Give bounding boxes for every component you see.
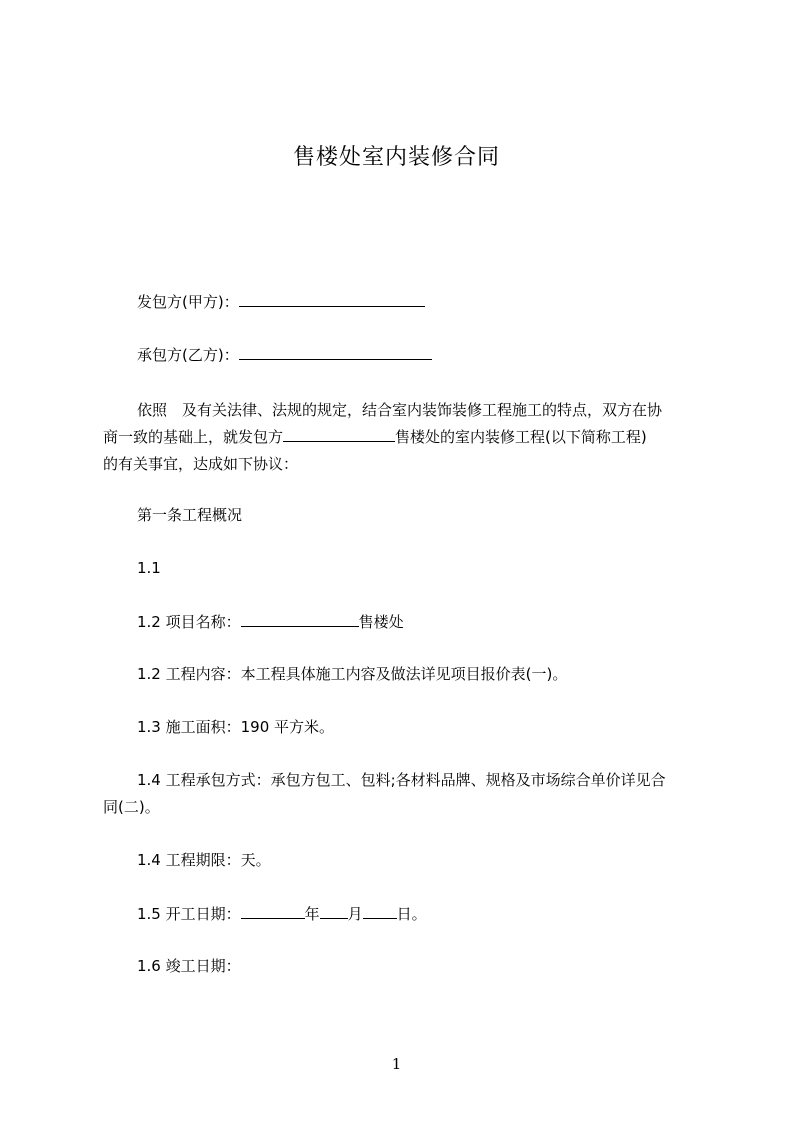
party-b-blank bbox=[239, 344, 432, 360]
party-b-line bbox=[137, 344, 432, 365]
item-1-3-area: 1.3 施工面积：190 平方米。 bbox=[137, 718, 335, 736]
project-name-blank bbox=[241, 611, 359, 627]
intro-line-2 bbox=[103, 424, 703, 451]
item-1-4-line-2: 同(二)。 bbox=[103, 798, 160, 816]
item-1-2-work-content: 1.2 工程内容：本工程具体施工内容及做法详见项目报价表(一)。 bbox=[137, 665, 568, 683]
party-b-label: 承包方(乙方)： bbox=[137, 346, 239, 364]
start-date-label: 1.5 开工日期： bbox=[137, 905, 241, 923]
item-1-4-duration: 1.4 工程期限：天。 bbox=[137, 851, 271, 869]
intro-line-1: 依照 及有关法律、法规的规定，结合室内装饰装修工程施工的特点，双方在协 bbox=[137, 401, 663, 419]
page-number: 1 bbox=[391, 1055, 402, 1073]
intro-line-2-post: 售楼处的室内装修工程(以下简称工程) bbox=[395, 428, 647, 446]
start-day-blank bbox=[363, 903, 397, 919]
intro-line-2-pre: 商一致的基础上，就发包方 bbox=[103, 428, 284, 446]
start-month-label: 月 bbox=[347, 905, 363, 923]
employer-name-blank bbox=[283, 426, 395, 442]
intro-paragraph bbox=[103, 397, 703, 478]
start-year-blank bbox=[241, 903, 305, 919]
item-1-4-line-1: 1.4 工程承包方式：承包方包工、包料;各材料品牌、规格及市场综合单价详见合 bbox=[137, 771, 666, 789]
party-a-blank bbox=[239, 291, 425, 307]
party-a-label: 发包方(甲方)： bbox=[137, 293, 239, 311]
project-name-label: 1.2 项目名称： bbox=[137, 613, 241, 631]
item-1-6-completion-date: 1.6 竣工日期： bbox=[137, 957, 241, 975]
item-1-5-start-date bbox=[137, 903, 427, 924]
document-title: 售楼处室内装修合同 bbox=[292, 145, 500, 170]
item-1-1: 1.1 bbox=[137, 559, 161, 577]
start-year-label: 年 bbox=[304, 905, 320, 923]
article-1-title: 第一条工程概况 bbox=[137, 506, 243, 524]
start-day-label: 日。 bbox=[396, 905, 427, 923]
start-month-blank bbox=[320, 903, 348, 919]
party-a-line bbox=[137, 291, 425, 312]
item-1-2-project-name bbox=[137, 611, 404, 632]
intro-line-3: 的有关事宜，达成如下协议： bbox=[103, 455, 299, 473]
project-name-suffix: 售楼处 bbox=[358, 613, 404, 631]
item-1-4-contract-method bbox=[103, 767, 703, 821]
